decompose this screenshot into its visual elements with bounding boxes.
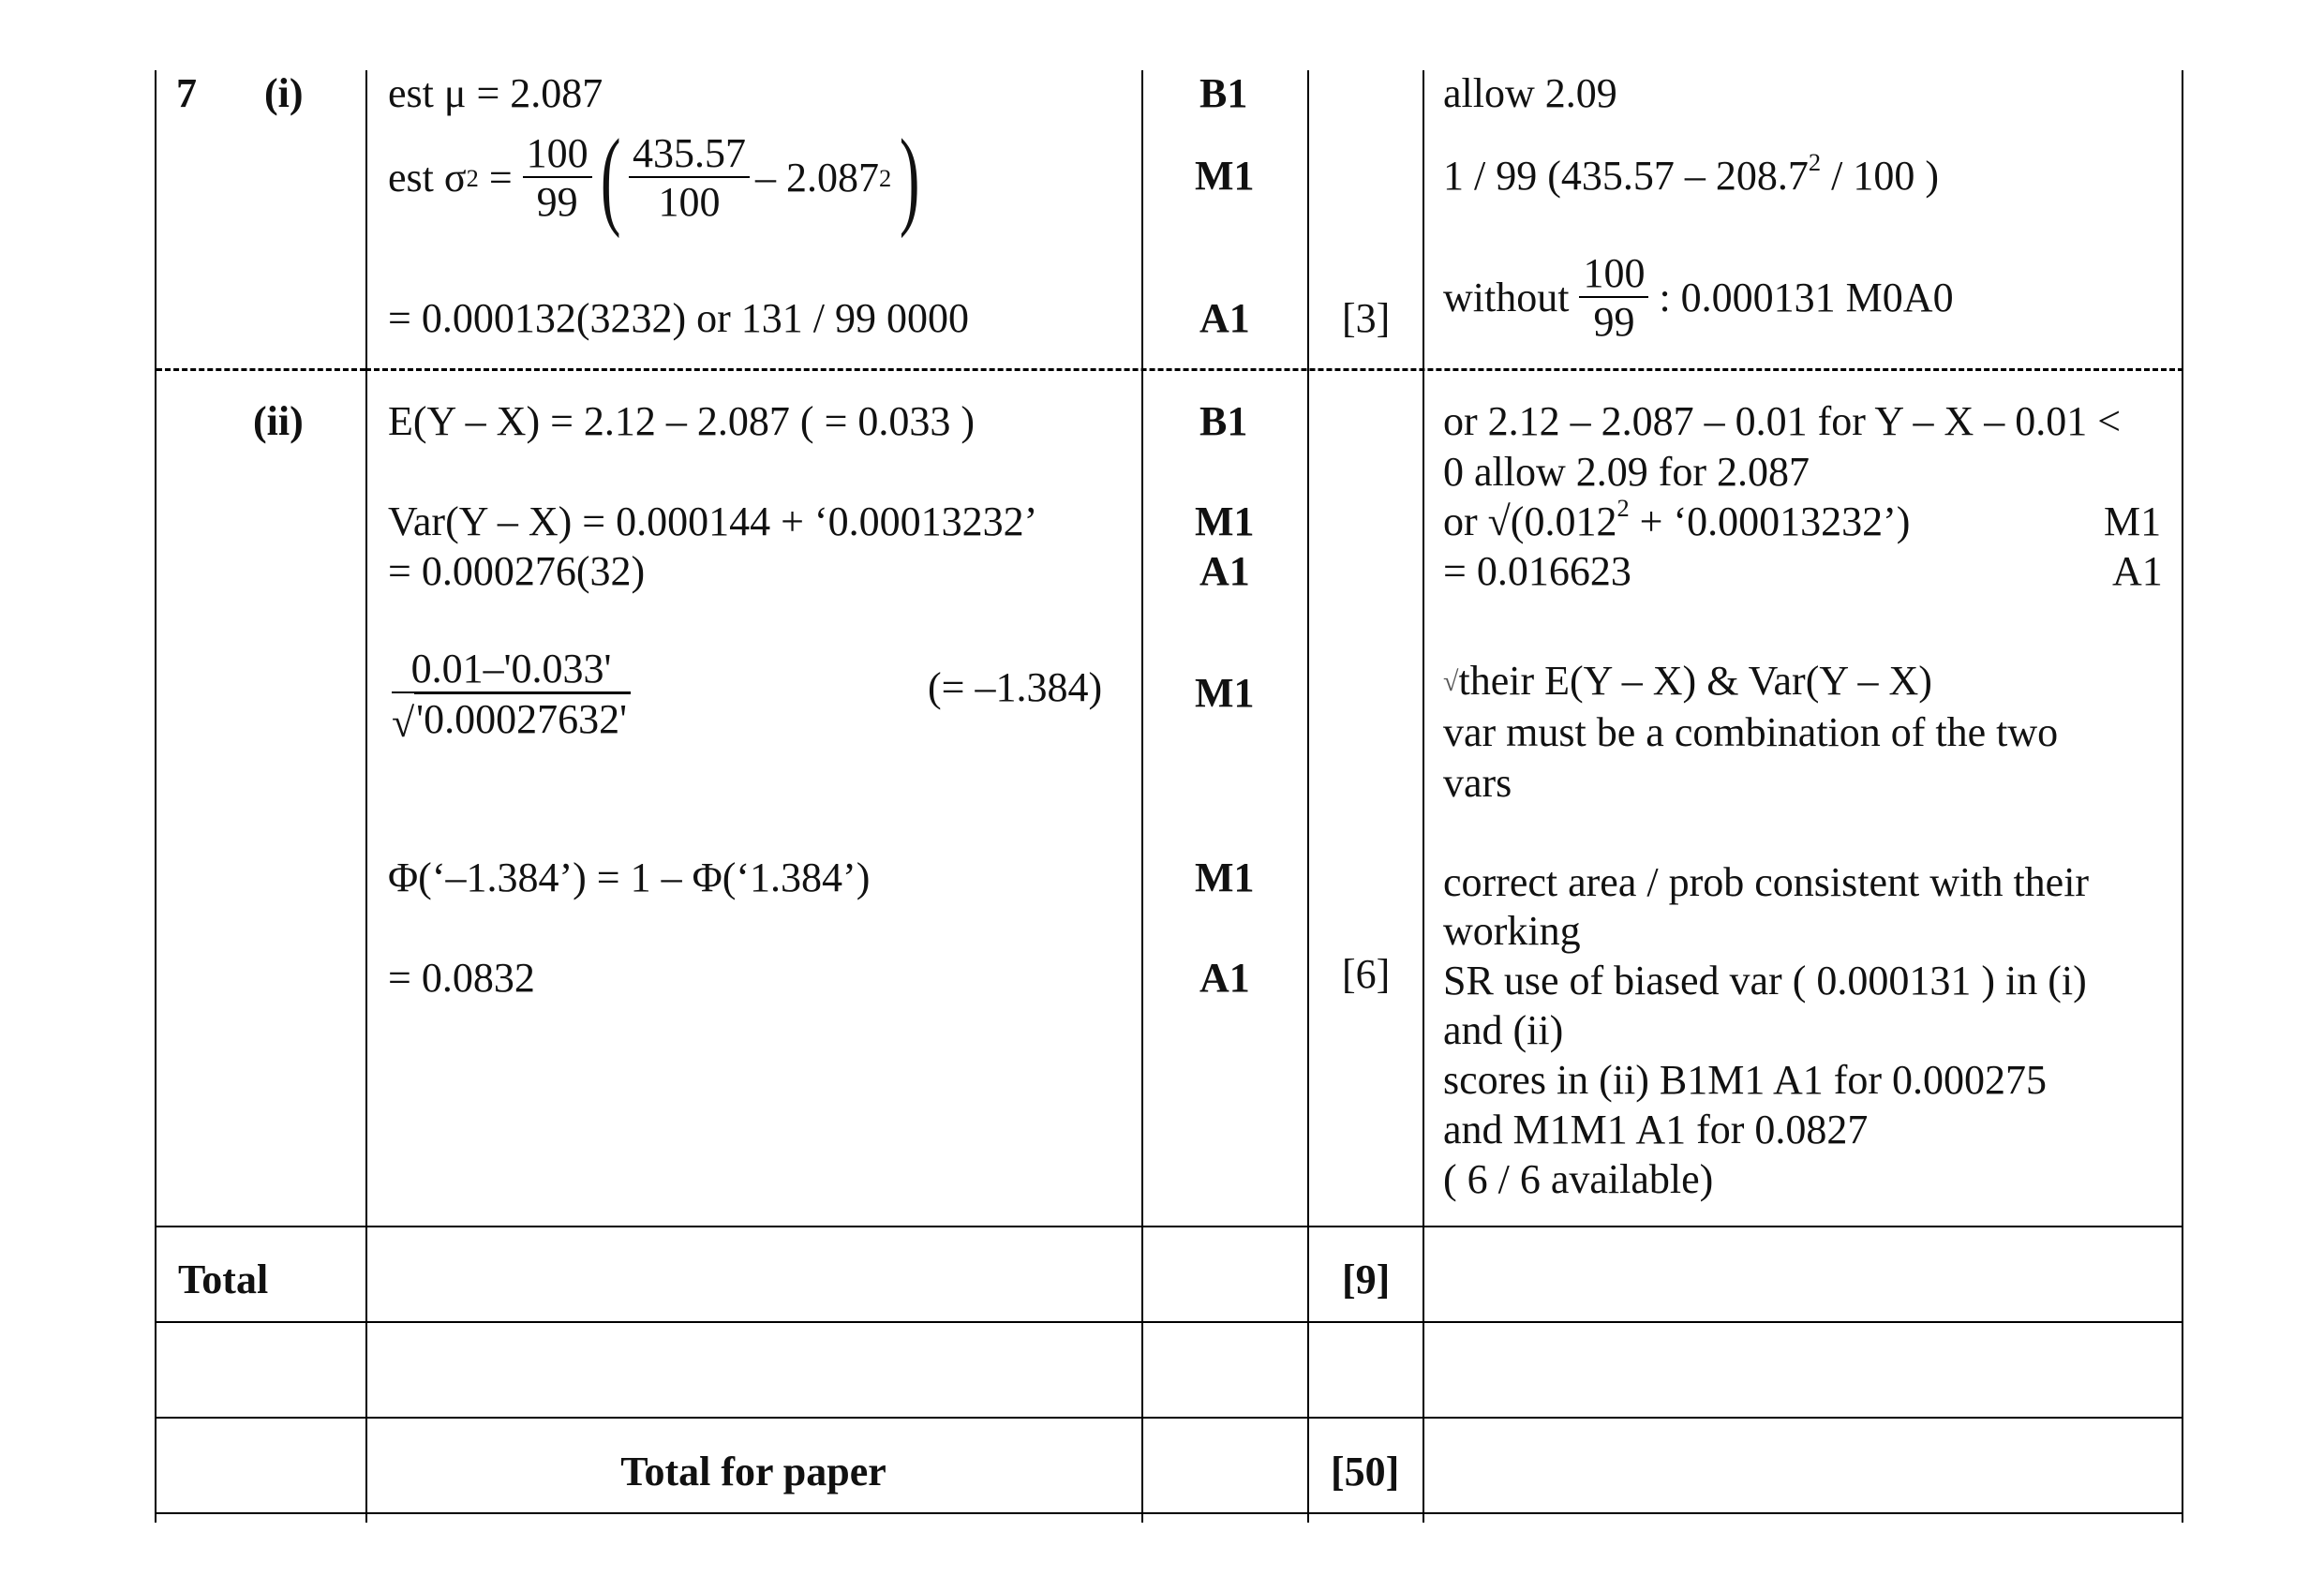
guidance-ii-10: SR use of biased var ( 0.000131 ) in (i) [1443,958,2087,1004]
mark-ii-5: M1 [1195,855,1255,900]
mu-estimate: est μ = 2.087 [388,70,603,116]
total-label: Total [178,1256,269,1302]
z-fraction [392,648,631,744]
part-ii-total: [6] [1342,951,1391,997]
variance-result: = 0.000132(3232) or 131 / 99 0000 [388,295,969,341]
sigma-estimate: est σ 2 = $\frac{100}{99}$ ( $\frac{435.57}{100}$ – 2.087 2 ) [388,116,920,239]
fraction-sum-sq [629,130,750,225]
part-label-ii: (ii) [253,398,304,444]
guidance-ii-5 [1443,658,1932,704]
sigma-tail: – 2.087 [754,155,879,201]
phi-line: Φ(‘–1.384’) = 1 – Φ(‘1.384’) [388,855,871,900]
part-divider [365,368,2183,371]
mark-ii-2: M1 [1195,498,1255,544]
guidance-ii-12: scores in (ii) B1M1 A1 for 0.000275 [1443,1057,2048,1103]
mark-i-1: B1 [1199,70,1248,116]
fraction-denominator: 99 [536,179,578,225]
guidance-ii-7: vars [1443,760,1512,806]
guidance-i-2 [1443,148,1939,199]
variance-line: Var(Y – X) = 0.000144 + ‘0.00013232’ [388,498,1038,544]
left-paren: ( [600,116,621,239]
mark-i-3: A1 [1199,295,1250,341]
guidance-ii-14: ( 6 / 6 available) [1443,1156,1714,1202]
fraction-numerator: 100 [1579,253,1648,298]
follow-through-tick-icon: √ [1443,666,1459,697]
guidance-i-3 [1443,251,1954,345]
total-value: [9] [1342,1256,1391,1302]
guidance-ii-6: var must be a combination of the two [1443,709,2059,755]
mark-ii-6: A1 [1199,955,1250,1001]
mark-i-2: M1 [1195,153,1255,199]
part-i-total: [3] [1342,295,1391,341]
fraction-denominator: 99 [1593,299,1635,345]
guidance-ii-11: and (ii) [1443,1007,1564,1053]
guidance-sd-exp: 2 [1616,494,1630,523]
final-answer: = 0.0832 [388,955,535,1001]
z-denominator-value: '0.00027632' [414,692,631,742]
fraction-numerator: 100 [523,133,592,178]
sigma-equals: = [478,155,523,201]
grid-line-left [155,70,156,1523]
grid-line-right [2182,70,2183,1523]
row-line-paper-top [155,1417,2183,1419]
row-line-bottom [155,1512,2183,1514]
sigma-prefix: est σ [388,155,467,201]
grid-line-col5 [1423,70,1424,1523]
question-number: 7 [176,70,197,116]
guidance-ii-9: working [1443,908,1581,954]
variance-value: = 0.000276(32) [388,548,646,594]
guidance-sd-post: + ‘0.00013232’) [1629,498,1911,544]
sqrt-icon: √ [392,699,415,746]
fraction-numerator: 435.57 [629,133,750,178]
guidance-z-text: their E(Y – X) & Var(Y – X) [1458,658,1932,704]
guidance-i-2-post: / 100 ) [1821,153,1939,199]
expectation-line: E(Y – X) = 2.12 – 2.087 ( = 0.033 ) [388,398,976,444]
grid-line-col3 [1141,70,1143,1523]
guidance-sd-mark: M1 [2104,498,2162,544]
right-paren: ) [899,116,920,239]
guidance-ii-3 [1443,494,1911,544]
guidance-fraction [1579,250,1648,345]
part-divider-left [156,368,365,371]
mark-ii-3: A1 [1199,548,1250,594]
paper-total-value: [50] [1331,1449,1400,1494]
grid-line-col2 [365,70,367,1523]
fraction-100-99 [523,130,592,225]
row-line-total-top [155,1226,2183,1227]
z-denominator [392,693,631,744]
guidance-sd-text: or √(0.012 [1443,498,1617,544]
guidance-i-1: allow 2.09 [1443,70,1617,116]
guidance-ii-2: 0 allow 2.09 for 2.087 [1443,449,1810,495]
mark-ii-1: B1 [1199,398,1248,444]
z-numerator: 0.01–'0.033' [392,648,631,693]
grid-line-col4 [1307,70,1309,1523]
paper-total-label: Total for paper [620,1449,886,1494]
guidance-sd-res-mark: A1 [2112,548,2163,594]
guidance-ii-1: or 2.12 – 2.087 – 0.01 for Y – X – 0.01 < [1443,398,2122,444]
part-label-i: (i) [264,70,304,116]
guidance-i-3-text: without [1443,275,1580,320]
mark-ii-4: M1 [1195,670,1255,716]
guidance-i-3-post: : 0.000131 M0A0 [1648,275,1954,320]
z-score-value: (= –1.384) [928,664,1103,710]
z-score-fraction [392,648,631,744]
guidance-ii-8: correct area / prob consistent with their [1443,859,2090,905]
guidance-i-2-text: 1 / 99 (435.57 – 208.7 [1443,153,1809,199]
fraction-denominator: 100 [658,179,721,225]
row-line-total-bottom [155,1321,2183,1323]
guidance-ii-4: = 0.016623 [1443,548,1631,594]
guidance-ii-13: and M1M1 A1 for 0.0827 [1443,1107,1869,1152]
guidance-i-2-exp: 2 [1808,148,1822,177]
